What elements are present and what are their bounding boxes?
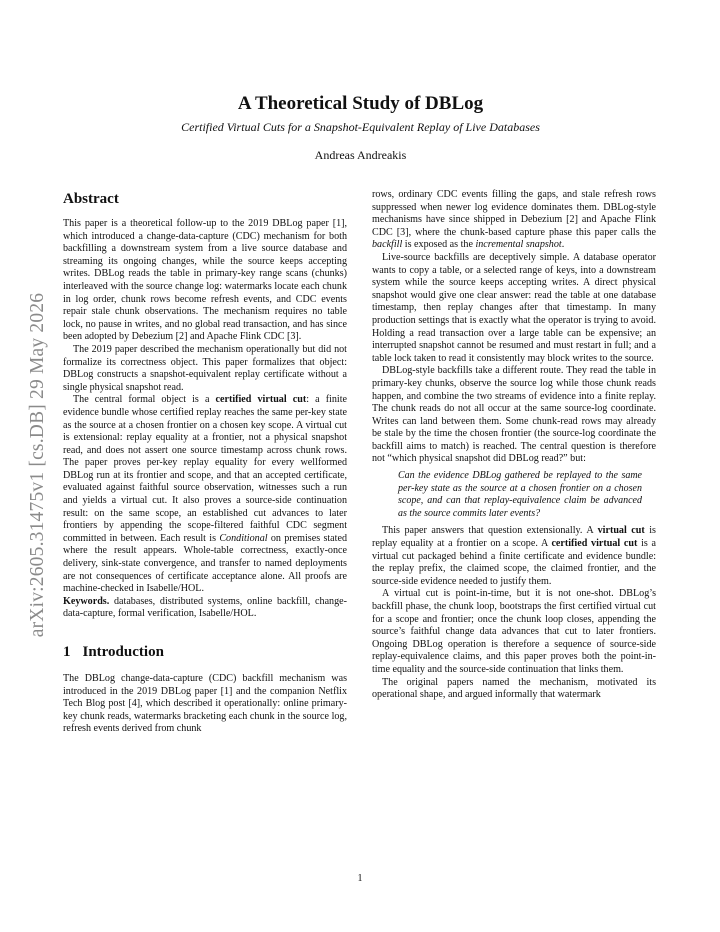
abstract-text: The central formal object is a	[73, 394, 216, 406]
abstract-heading: Abstract	[63, 191, 119, 207]
intro-paragraph-6: The original papers named the mechanism, motivated its operational shape, and argued informally that watermark	[372, 676, 656, 701]
section-title: Introduction	[82, 644, 164, 660]
term-certified-virtual-cut: certified virtual cut	[215, 394, 307, 406]
intro-paragraph-1-continued	[372, 189, 656, 252]
intro-paragraph-2: Live-source backfills are deceptively simple. A database operator wants to copy a table, or a selected range of keys, into a downstream system while the source keeps accepting writes. A direct physical snapshot would give one clear answer: read the table at one database timestamp, then replay changes after that timestamp. In many production settings that is exactly what the operator is trying to avoid. Holding a read transaction over a large table can be expensive; an interrupted snapshot cannot be resumed and must restart in full; and a table lock taken to read it consistently may block writes to the source.	[372, 251, 656, 364]
left-column	[63, 190, 347, 736]
term-conditional: Conditional	[219, 532, 268, 544]
intro-paragraph-3: DBLog-style backfills take a different route. They read the table in primary-key chunks, observe the source log while those chunk reads happen, and combine the two streams of evidence into a finite replay. The chunk reads do not all occur at the same source-log coordinate. Writes can land between them. Some chunk-read rows may already be stale by the time the chosen frontier (the source-log coordinate the backfill aims to match) is reached. The central question is therefore not “which physical snapshot did DBLog read?” but:	[372, 365, 656, 465]
introduction-heading	[63, 643, 347, 661]
intro-text: is replay equality at a frontier on a scope. A	[372, 525, 656, 550]
abstract-text: : a finite evidence bundle whose certified replay reaches the same per-key state as the source at a chosen frontier on a chosen key scope. A virtual cut is extensional: replay equality at a frontier, not a physical snapshot read, and does not assert one source timestamp across chunk rows. The paper proves per-key replay equality for every wellformed DBLog run at its frontier and scope, and that an accepted certificate, evaluated against faithful source observation, witnesses such a run and yields a virtual cut. It also proves a source-side continuation result: on the same scope, an established cut advances to later frontiers by appending the scope-filtered faithful CDC segment committed in between. Each result is	[63, 394, 348, 544]
paper-author: Andreas Andreakis	[314, 148, 407, 162]
intro-text: .	[561, 239, 565, 251]
central-question-quote: Can the evidence DBLog gathered be replayed to the same per-key state as the source at a chosen frontier on a chosen scope, and can that replay-equivalence claim be advanced as the source commits later events?	[398, 470, 642, 519]
abstract-paragraph-3	[63, 394, 347, 596]
term-backfill: backfill	[372, 239, 403, 251]
abstract-paragraph-2: The 2019 paper described the mechanism operationally but did not formalize its correctness object. This paper formalizes that object: DBLog constructs a snapshot-equivalent replay certificate without a single physical snapshot read.	[63, 343, 347, 393]
intro-paragraph-5: A virtual cut is point-in-time, but it is not one-shot. DBLog’s backfill phase, the chunk loop, bootstraps the first certified virtual cut for a scope and frontier; once the chunk loop closes, appending the source’s faithful change data advances that cut to later frontiers. Ongoing DBLog operation is therefore a sequence of source-side replay-equivalence claims, and this paper proves both the point-in-time equality and the source-side continuation that links them.	[372, 588, 656, 675]
paper-subtitle: Certified Virtual Cuts for a Snapshot-Equivalent Replay of Live Databases	[181, 120, 540, 134]
intro-paragraph-1-start: The DBLog change-data-capture (CDC) backfill mechanism was introduced in the 2019 DBLog paper [1] and the companion Netflix Tech Blog post [4], which described it operationally: online primary-key chunk reads, watermarks bracketing each chunk in the source log, refresh events derived from chunk	[63, 673, 347, 735]
intro-text: rows, ordinary CDC events filling the gaps, and stale refresh rows suppressed when newer log evidence dominates them. DBLog-style mechanisms have since shipped in Debezium [2] and Apache Flink CDC [3], where the chunk-based capture phase this paper calls the	[372, 189, 656, 238]
abstract-text: on premises stated where the result appears. Whole-table correctness, exactly-once delivery, sink-state convergence, and transfer to named deployments are not consequences of certificate acceptance alone. All proofs are machine-checked in Isabelle/HOL.	[63, 532, 347, 595]
keywords-paragraph	[63, 596, 347, 621]
term-virtual-cut: virtual cut	[597, 525, 645, 537]
term-incremental-snapshot: incremental snapshot	[475, 239, 562, 251]
keywords-list: databases, distributed systems, online backfill, change-data-capture, formal verification, Isabelle/HOL.	[63, 595, 347, 620]
intro-paragraph-4	[372, 525, 656, 588]
abstract-paragraph-1: This paper is a theoretical follow-up to the 2019 DBLog paper [1], which introduced a change-data-capture (CDC) mechanism for both backfilling a downstream system from a live source database and streaming its ongoing changes, while the source keeps accepting writes. DBLog reads the table in primary-key range scans (chunks) interleaved with the source change log: watermarks locate each chunk in log order, chunk rows become refresh events, and CDC events repair stale chunk observations. The mechanism requires no table lock, no pause in writes, and no global read transaction, and has since been adopted by Debezium [2] and Apache Flink CDC [3].	[63, 218, 347, 343]
intro-text: is a virtual cut packaged behind a finite certificate and evidence bundle: the replay prefix, the claimed scope, the claimed frontier, and the source-side evidence needed to justify them.	[372, 538, 656, 587]
right-column	[372, 189, 656, 702]
section-number: 1	[63, 644, 71, 660]
page-number: 1	[357, 873, 363, 884]
arxiv-identifier-stamp: arXiv:2605.31475v1 [cs.DB] 29 May 2026	[27, 292, 48, 638]
paper-title: A Theoretical Study of DBLog	[237, 93, 484, 114]
keywords-label: Keywords.	[63, 595, 110, 607]
term-certified-virtual-cut: certified virtual cut	[551, 538, 638, 550]
intro-text: is exposed as the	[402, 239, 476, 251]
intro-text: This paper answers that question extensionally. A	[382, 525, 598, 537]
title-block	[63, 92, 658, 163]
